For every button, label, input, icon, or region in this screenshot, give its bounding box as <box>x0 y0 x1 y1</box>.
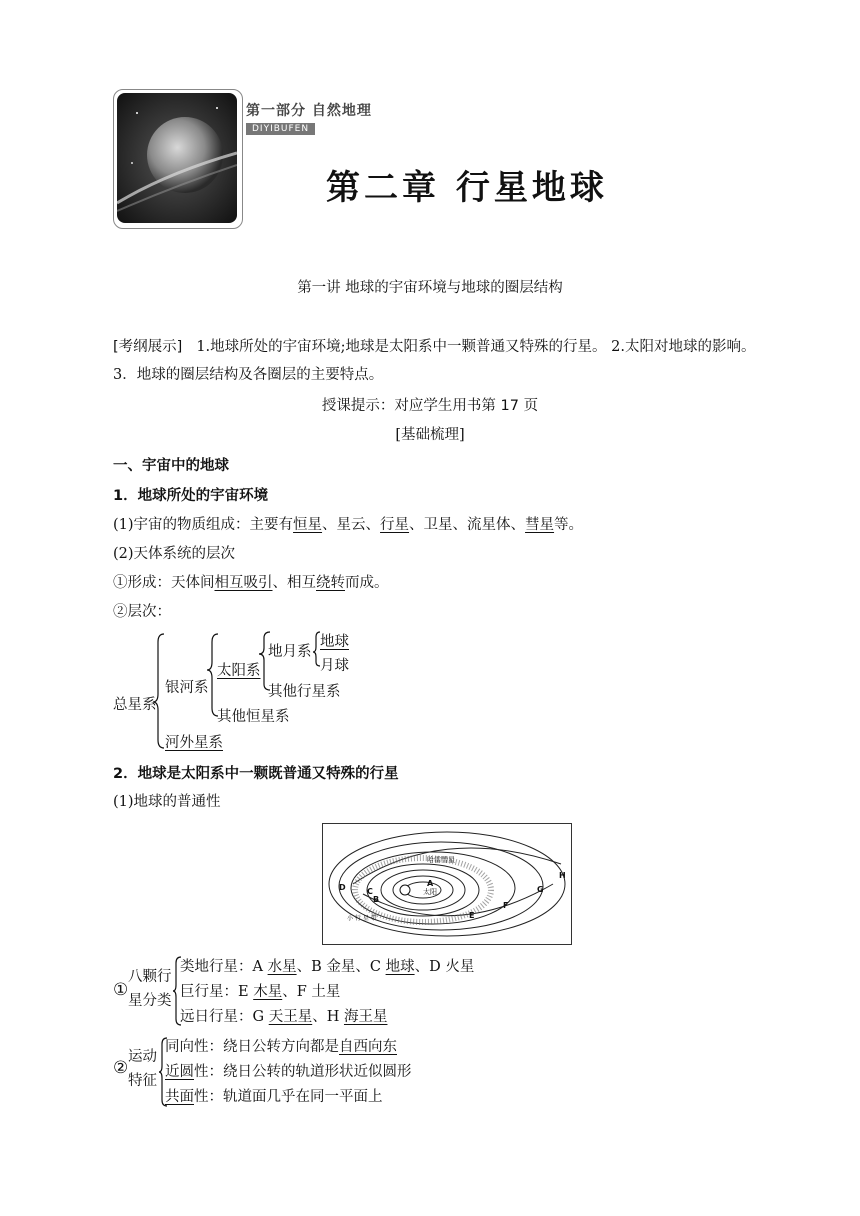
planet-image <box>117 93 237 223</box>
teaching-hint: 授课提示：对应学生用书第 17 页 <box>321 398 539 414</box>
subheading-2: 2．地球是太阳系中一颗既普通又特殊的行星 <box>113 766 399 782</box>
text: 、D 火星 <box>414 959 475 975</box>
tree-other-stars: 其他恒星系 <box>217 709 290 725</box>
tree-earth <box>320 632 349 652</box>
part-label: 第一部分 自然地理 <box>246 103 372 119</box>
text: (1)宇宙的物质组成：主要有 <box>113 517 294 533</box>
answer-mercury: 水星 <box>267 959 297 975</box>
section-heading-1: 一、宇宙中的地球 <box>113 458 229 474</box>
text: 巨行星：E <box>180 984 254 1000</box>
motion-same-direction <box>165 1037 397 1057</box>
chapter-title: 第二章 行星地球 <box>326 168 608 208</box>
answer-west-to-east: 自西向东 <box>339 1039 397 1055</box>
text: 、H <box>312 1009 344 1025</box>
tree-moon: 月球 <box>320 658 349 674</box>
text: 性：绕日公转的轨道形状近似圆形 <box>194 1064 412 1080</box>
diagram-label-e: E <box>469 911 475 920</box>
diagram-sun-label: 太阳 <box>423 888 437 896</box>
answer-neptune: 海王星 <box>343 1009 388 1025</box>
subheading-1: 1．地球所处的宇宙环境 <box>113 488 269 504</box>
text: 、F 土星 <box>282 984 341 1000</box>
diagram-label-d: D <box>339 883 346 892</box>
diagram-label-g: G <box>537 885 544 894</box>
tree-root: 总星系 <box>113 697 157 713</box>
answer-earth: 地球 <box>320 634 349 650</box>
tree-solar-system <box>217 661 261 681</box>
diagram-label-c: C <box>367 887 373 896</box>
text: 同向性：绕日公转方向都是 <box>165 1039 339 1055</box>
tree-milky-way: 银河系 <box>165 680 209 696</box>
planets-far <box>180 1007 387 1027</box>
answer-star: 恒星 <box>293 517 323 533</box>
text: 而成。 <box>345 575 389 591</box>
diagram-comet-label: 哈雷彗星 <box>427 856 455 864</box>
text: 远日行星：G <box>180 1009 269 1025</box>
text: 、卫星、流星体、 <box>409 517 526 533</box>
text: 、B <box>296 959 327 975</box>
text: 类地行星：A <box>180 959 268 975</box>
eight-planets-number: ① <box>113 980 129 1000</box>
answer-earth-planet: 地球 <box>385 959 415 975</box>
text: 、相互 <box>272 575 316 591</box>
text: 等。 <box>554 517 584 533</box>
paragraph-formation <box>113 573 389 593</box>
part-sub-label: DIYIBUFEN <box>246 123 315 135</box>
tree-extragalactic <box>165 733 223 753</box>
section-label: [基础梳理] <box>395 427 465 443</box>
solar-system-diagram <box>322 823 572 945</box>
syllabus-tag: [考纲展示] <box>113 339 183 355</box>
motion-coplanar <box>165 1087 383 1107</box>
eight-planets-label-2: 星分类 <box>128 993 172 1009</box>
answer-jupiter: 木星 <box>253 984 283 1000</box>
text: 性：轨道面几乎在同一平面上 <box>194 1089 383 1105</box>
planets-terrestrial <box>180 957 474 977</box>
diagram-label-b: B <box>373 895 380 904</box>
paragraph-commonality: (1)地球的普通性 <box>113 794 221 810</box>
tree-other-planets: 其他行星系 <box>268 684 341 700</box>
syllabus-line-1 <box>113 337 756 357</box>
answer-coplanar: 共面 <box>165 1089 194 1105</box>
tree-earth-moon: 地月系 <box>268 644 312 660</box>
diagram-label-h: H <box>559 871 566 880</box>
text-venus: 金星 <box>326 959 356 975</box>
answer-solar-system: 太阳系 <box>217 663 261 679</box>
planets-giant <box>180 982 340 1002</box>
diagram-label-a: A <box>427 879 434 888</box>
diagram-belt-label: 小 行 星 带 <box>347 915 377 922</box>
paragraph-levels: (2)天体系统的层次 <box>113 546 236 562</box>
paragraph-hierarchy: ②层次： <box>113 604 171 620</box>
motion-number: ② <box>113 1058 129 1078</box>
answer-extragalactic: 河外星系 <box>165 735 223 751</box>
diagram-label-f: F <box>503 901 509 910</box>
answer-revolve: 绕转 <box>316 575 345 591</box>
answer-near-circular: 近圆 <box>165 1064 194 1080</box>
answer-comet: 彗星 <box>525 517 555 533</box>
answer-uranus: 天王星 <box>268 1009 313 1025</box>
text: ①形成：天体间 <box>113 575 215 591</box>
text: 、C <box>355 959 386 975</box>
answer-attraction: 相互吸引 <box>214 575 273 591</box>
answer-planet: 行星 <box>380 517 410 533</box>
syllabus-line-2: 3．地球的圈层结构及各圈层的主要特点。 <box>113 367 384 383</box>
eight-planets-label-1: 八颗行 <box>128 969 172 985</box>
motion-near-circular <box>165 1062 412 1082</box>
motion-label-2: 特征 <box>128 1073 157 1089</box>
paragraph-matter <box>113 515 583 535</box>
syllabus-text-1: 1.地球所处的宇宙环境;地球是太阳系中一颗普通又特殊的行星。 2.太阳对地球的影响。 <box>196 339 756 355</box>
text: 、星云、 <box>322 517 381 533</box>
lecture-title: 第一讲 地球的宇宙环境与地球的圈层结构 <box>297 280 563 296</box>
motion-label-1: 运动 <box>128 1049 157 1065</box>
